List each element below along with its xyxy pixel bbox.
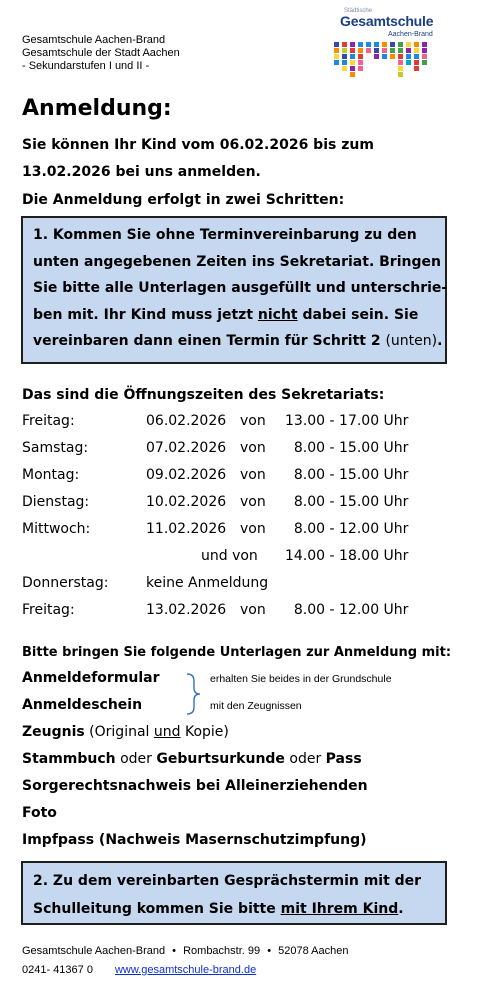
- doc-sorgerecht: Sorgerechtsnachweis bei Alleinerziehenden: [22, 778, 368, 794]
- doc-impfpass: Impfpass (Nachweis Masernschutzimpfung): [22, 832, 367, 848]
- hours-date: 07.02.2026: [146, 440, 227, 456]
- doc-note-zeugnissen: mit den Zeugnissen: [210, 700, 302, 712]
- logo-square: [398, 48, 403, 53]
- hours-von: von: [240, 413, 266, 429]
- logo-square: [414, 42, 419, 47]
- hours-date: 13.02.2026: [146, 602, 227, 618]
- doc-anmeldeschein: Anmeldeschein: [22, 697, 143, 713]
- page-title: Anmeldung:: [22, 96, 172, 121]
- logo-square: [382, 48, 387, 53]
- hours-date: 10.02.2026: [146, 494, 227, 510]
- logo-square: [342, 54, 347, 59]
- documents-title: Bitte bringen Sie folgende Unterlagen zur Anmeldung mit:: [22, 645, 452, 660]
- logo-square: [366, 48, 371, 53]
- step1-line: unten angegebenen Zeiten ins Sekretariat. Bringen: [33, 253, 441, 270]
- logo-square: [406, 42, 411, 47]
- doc-anmeldeformular: Anmeldeformular: [22, 670, 160, 686]
- logo-square: [398, 60, 403, 65]
- logo-square: [414, 66, 419, 71]
- hours-no-registration: keine Anmeldung: [146, 575, 269, 591]
- logo-square: [422, 54, 427, 59]
- website-link[interactable]: www.gesamtschule-brand.de: [114, 964, 257, 976]
- doc-foto: Foto: [22, 805, 57, 821]
- mit-ihrem-kind-emphasis: mit Ihrem Kind: [280, 901, 399, 917]
- logo-square: [350, 42, 355, 47]
- logo-square: [358, 66, 363, 71]
- school-logo: [330, 2, 460, 82]
- step1-line: vereinbaren dann einen Termin für Schritt 2 (unten).: [33, 333, 443, 349]
- hours-time: 13.00 - 17.00 Uhr: [285, 413, 409, 429]
- logo-square: [342, 60, 347, 65]
- hours-von: von: [240, 602, 266, 618]
- step1-line: 1. Kommen Sie ohne Terminvereinbarung zu den: [33, 227, 417, 243]
- logo-square: [406, 54, 411, 59]
- logo-square: [350, 66, 355, 71]
- hours-time: 8.00 - 12.00 Uhr: [285, 602, 409, 618]
- hours-von: von: [240, 521, 266, 537]
- intro-line-1: Sie können Ihr Kind vom 06.02.2026 bis zum: [22, 137, 374, 153]
- step2-line: 2. Zu dem vereinbarten Gesprächstermin mit der: [33, 873, 422, 889]
- footer-phone: 0241- 41367 0: [22, 964, 93, 976]
- school-name-line: Gesamtschule Aachen-Brand: [22, 34, 166, 46]
- step2-line: Schulleitung kommen Sie bitte mit Ihrem Kind.: [33, 901, 404, 917]
- logo-square: [334, 54, 339, 59]
- logo-square: [342, 66, 347, 71]
- hours-extra-und-von: und von: [201, 548, 258, 564]
- hours-title: Das sind die Öffnungszeiten des Sekretariats:: [22, 387, 385, 403]
- hours-time: 8.00 - 15.00 Uhr: [285, 440, 409, 456]
- logo-square: [358, 48, 363, 53]
- hours-extra-time: 14.00 - 18.00 Uhr: [285, 548, 409, 564]
- footer-address: [22, 945, 349, 957]
- curly-brace-icon: [184, 673, 204, 715]
- logo-square: [374, 42, 379, 47]
- logo-square: [390, 54, 395, 59]
- logo-square: [422, 42, 427, 47]
- logo-square: [398, 42, 403, 47]
- logo-square: [358, 54, 363, 59]
- logo-square: [422, 60, 427, 65]
- logo-square: [414, 48, 419, 53]
- step1-line: Sie bitte alle Unterlagen ausgefüllt und unterschrie-: [33, 280, 448, 296]
- logo-square: [342, 48, 347, 53]
- logo-square: [414, 54, 419, 59]
- hours-day: Donnerstag:: [22, 575, 109, 591]
- hours-von: von: [240, 467, 266, 483]
- hours-time: 8.00 - 15.00 Uhr: [285, 467, 409, 483]
- step1-box: [21, 216, 447, 364]
- logo-square: [334, 60, 339, 65]
- logo-square: [398, 72, 403, 77]
- bullet-icon: •: [172, 945, 177, 957]
- logo-square: [406, 60, 411, 65]
- logo-subtitle: Aachen-Brand: [388, 31, 433, 38]
- doc-stammbuch: Stammbuch oder Geburtsurkunde oder Pass: [22, 751, 362, 767]
- doc-note-grundschule: erhalten Sie beides in der Grundschule: [210, 673, 392, 685]
- logo-square: [342, 42, 347, 47]
- school-city-line: Gesamtschule der Stadt Aachen: [22, 47, 180, 59]
- logo-square: [390, 48, 395, 53]
- step1-line: ben mit. Ihr Kind muss jetzt nicht dabei sein. Sie: [33, 306, 419, 323]
- logo-square: [334, 42, 339, 47]
- footer-contact: [22, 964, 256, 976]
- hours-date: 06.02.2026: [146, 413, 227, 429]
- logo-small-text: Städtische: [344, 8, 373, 14]
- logo-square: [406, 48, 411, 53]
- logo-square: [358, 60, 363, 65]
- logo-square: [374, 54, 379, 59]
- hours-day: Montag:: [22, 467, 80, 483]
- logo-square: [398, 66, 403, 71]
- hours-day: Freitag:: [22, 413, 75, 429]
- hours-von: von: [240, 440, 266, 456]
- hours-time: 8.00 - 15.00 Uhr: [285, 494, 409, 510]
- intro-line-2: 13.02.2026 bei uns anmelden.: [22, 164, 261, 180]
- hours-day: Mittwoch:: [22, 521, 91, 537]
- footer-city: 52078 Aachen: [278, 945, 349, 957]
- logo-square: [350, 54, 355, 59]
- hours-day: Freitag:: [22, 602, 75, 618]
- logo-square: [350, 48, 355, 53]
- logo-square: [422, 48, 427, 53]
- hours-date: 09.02.2026: [146, 467, 227, 483]
- school-levels-line: - Sekundarstufen I und II -: [22, 60, 150, 72]
- logo-square: [350, 60, 355, 65]
- footer-school: Gesamtschule Aachen-Brand: [22, 945, 166, 957]
- doc-zeugnis: Zeugnis (Original und Kopie): [22, 724, 229, 740]
- logo-square: [358, 42, 363, 47]
- logo-square: [398, 54, 403, 59]
- logo-square: [334, 48, 339, 53]
- nicht-emphasis: nicht: [257, 306, 298, 323]
- hours-time: 8.00 - 12.00 Uhr: [285, 521, 409, 537]
- logo-square: [382, 42, 387, 47]
- logo-square: [350, 72, 355, 77]
- step2-box: [21, 861, 447, 925]
- logo-title: Gesamtschule: [340, 13, 434, 29]
- bullet-icon: •: [267, 945, 272, 957]
- logo-square: [366, 42, 371, 47]
- logo-square: [414, 60, 419, 65]
- footer-street: Rombachstr. 99: [183, 945, 261, 957]
- logo-square: [382, 54, 387, 59]
- hours-day: Dienstag:: [22, 494, 90, 510]
- intro-line-3: Die Anmeldung erfolgt in zwei Schritten:: [22, 192, 345, 208]
- hours-day: Samstag:: [22, 440, 89, 456]
- logo-square: [390, 42, 395, 47]
- logo-square: [374, 48, 379, 53]
- hours-von: von: [240, 494, 266, 510]
- hours-date: 11.02.2026: [146, 521, 227, 537]
